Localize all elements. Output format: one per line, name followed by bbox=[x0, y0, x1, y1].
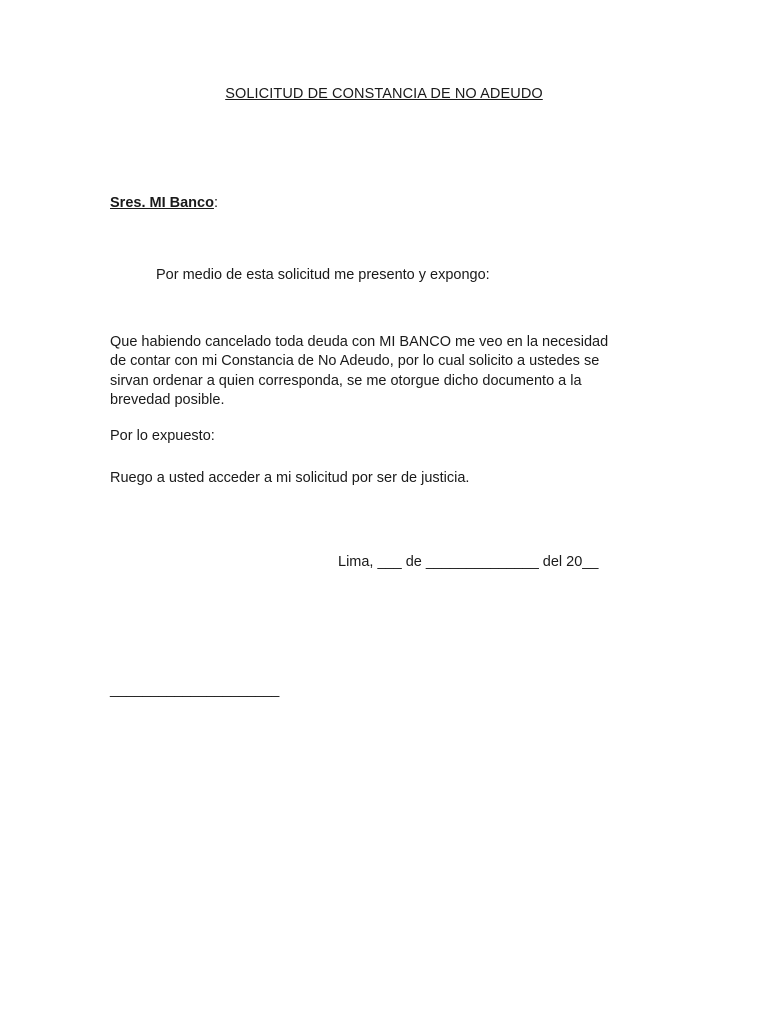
body-paragraph bbox=[110, 333, 650, 410]
document-title: SOLICITUD DE CONSTANCIA DE NO ADEUDO bbox=[225, 86, 543, 102]
salutation-colon: : bbox=[213, 195, 218, 211]
signature-line: _____________________ bbox=[110, 682, 280, 698]
body-line: de contar con mi Constancia de No Adeudo, por lo cual solicito a ustedes se bbox=[110, 353, 600, 370]
body-line: brevedad posible. bbox=[110, 391, 225, 408]
salutation-recipient: Sres. MI Banco bbox=[110, 195, 214, 211]
closing-phrase: Por lo expuesto: bbox=[110, 428, 215, 444]
closing-request: Ruego a usted acceder a mi solicitud por ser de justicia. bbox=[110, 470, 470, 486]
body-line: Que habiendo cancelado toda deuda con MI BANCO me veo en la necesidad bbox=[110, 334, 609, 350]
salutation bbox=[110, 195, 218, 211]
date-line: Lima, ___ de ______________ del 20__ bbox=[338, 554, 599, 570]
intro-paragraph: Por medio de esta solicitud me presento y expongo: bbox=[156, 267, 490, 283]
body-line: sirvan ordenar a quien corresponda, se me otorgue dicho documento a la bbox=[110, 372, 582, 389]
